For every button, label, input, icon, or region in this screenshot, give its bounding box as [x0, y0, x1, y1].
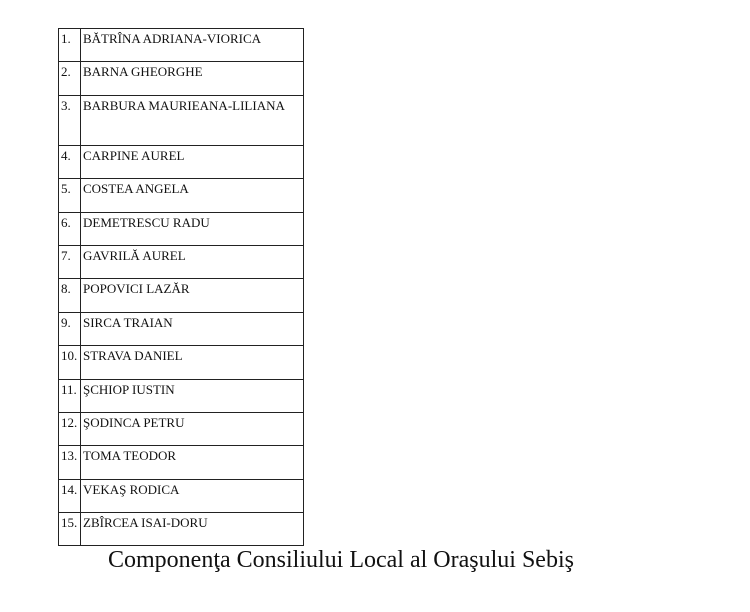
- member-name: COSTEA ANGELA: [81, 179, 304, 212]
- row-number: 7.: [59, 245, 81, 278]
- row-number: 15.: [59, 513, 81, 546]
- row-number: 12.: [59, 412, 81, 445]
- member-name: BĂTRÎNA ADRIANA-VIORICA: [81, 29, 304, 62]
- member-name: ŞODINCA PETRU: [81, 412, 304, 445]
- table-row: [59, 312, 304, 345]
- member-name: CARPINE AUREL: [81, 145, 304, 178]
- row-number: 14.: [59, 479, 81, 512]
- member-name: SIRCA TRAIAN: [81, 312, 304, 345]
- table-row: [59, 279, 304, 312]
- row-number: 10.: [59, 346, 81, 379]
- row-number: 6.: [59, 212, 81, 245]
- table-row: [59, 412, 304, 445]
- table-row: [59, 513, 304, 546]
- table-row: [59, 245, 304, 278]
- table-row: [59, 446, 304, 479]
- row-number: 8.: [59, 279, 81, 312]
- member-name: VEKAŞ RODICA: [81, 479, 304, 512]
- member-name: STRAVA DANIEL: [81, 346, 304, 379]
- row-number: 9.: [59, 312, 81, 345]
- member-name: GAVRILĂ AUREL: [81, 245, 304, 278]
- member-name: BARBURA MAURIEANA-LILIANA: [81, 95, 304, 145]
- member-name: BARNA GHEORGHE: [81, 62, 304, 95]
- table-row: [59, 212, 304, 245]
- member-name: DEMETRESCU RADU: [81, 212, 304, 245]
- row-number: 5.: [59, 179, 81, 212]
- table-row: [59, 346, 304, 379]
- member-name: ZBÎRCEA ISAI-DORU: [81, 513, 304, 546]
- member-name: ŞCHIOP IUSTIN: [81, 379, 304, 412]
- table-caption: Componenţa Consiliului Local al Oraşului Sebiş: [108, 547, 574, 573]
- row-number: 13.: [59, 446, 81, 479]
- table-row: [59, 179, 304, 212]
- row-number: 4.: [59, 145, 81, 178]
- row-number: 11.: [59, 379, 81, 412]
- row-number: 1.: [59, 29, 81, 62]
- table-row: [59, 145, 304, 178]
- row-number: 3.: [59, 95, 81, 145]
- row-number: 2.: [59, 62, 81, 95]
- council-members-table: [58, 28, 304, 546]
- table-row: [59, 29, 304, 62]
- table-row: [59, 479, 304, 512]
- table-row: [59, 379, 304, 412]
- member-name: TOMA TEODOR: [81, 446, 304, 479]
- table-row: [59, 95, 304, 145]
- table-row: [59, 62, 304, 95]
- member-name: POPOVICI LAZĂR: [81, 279, 304, 312]
